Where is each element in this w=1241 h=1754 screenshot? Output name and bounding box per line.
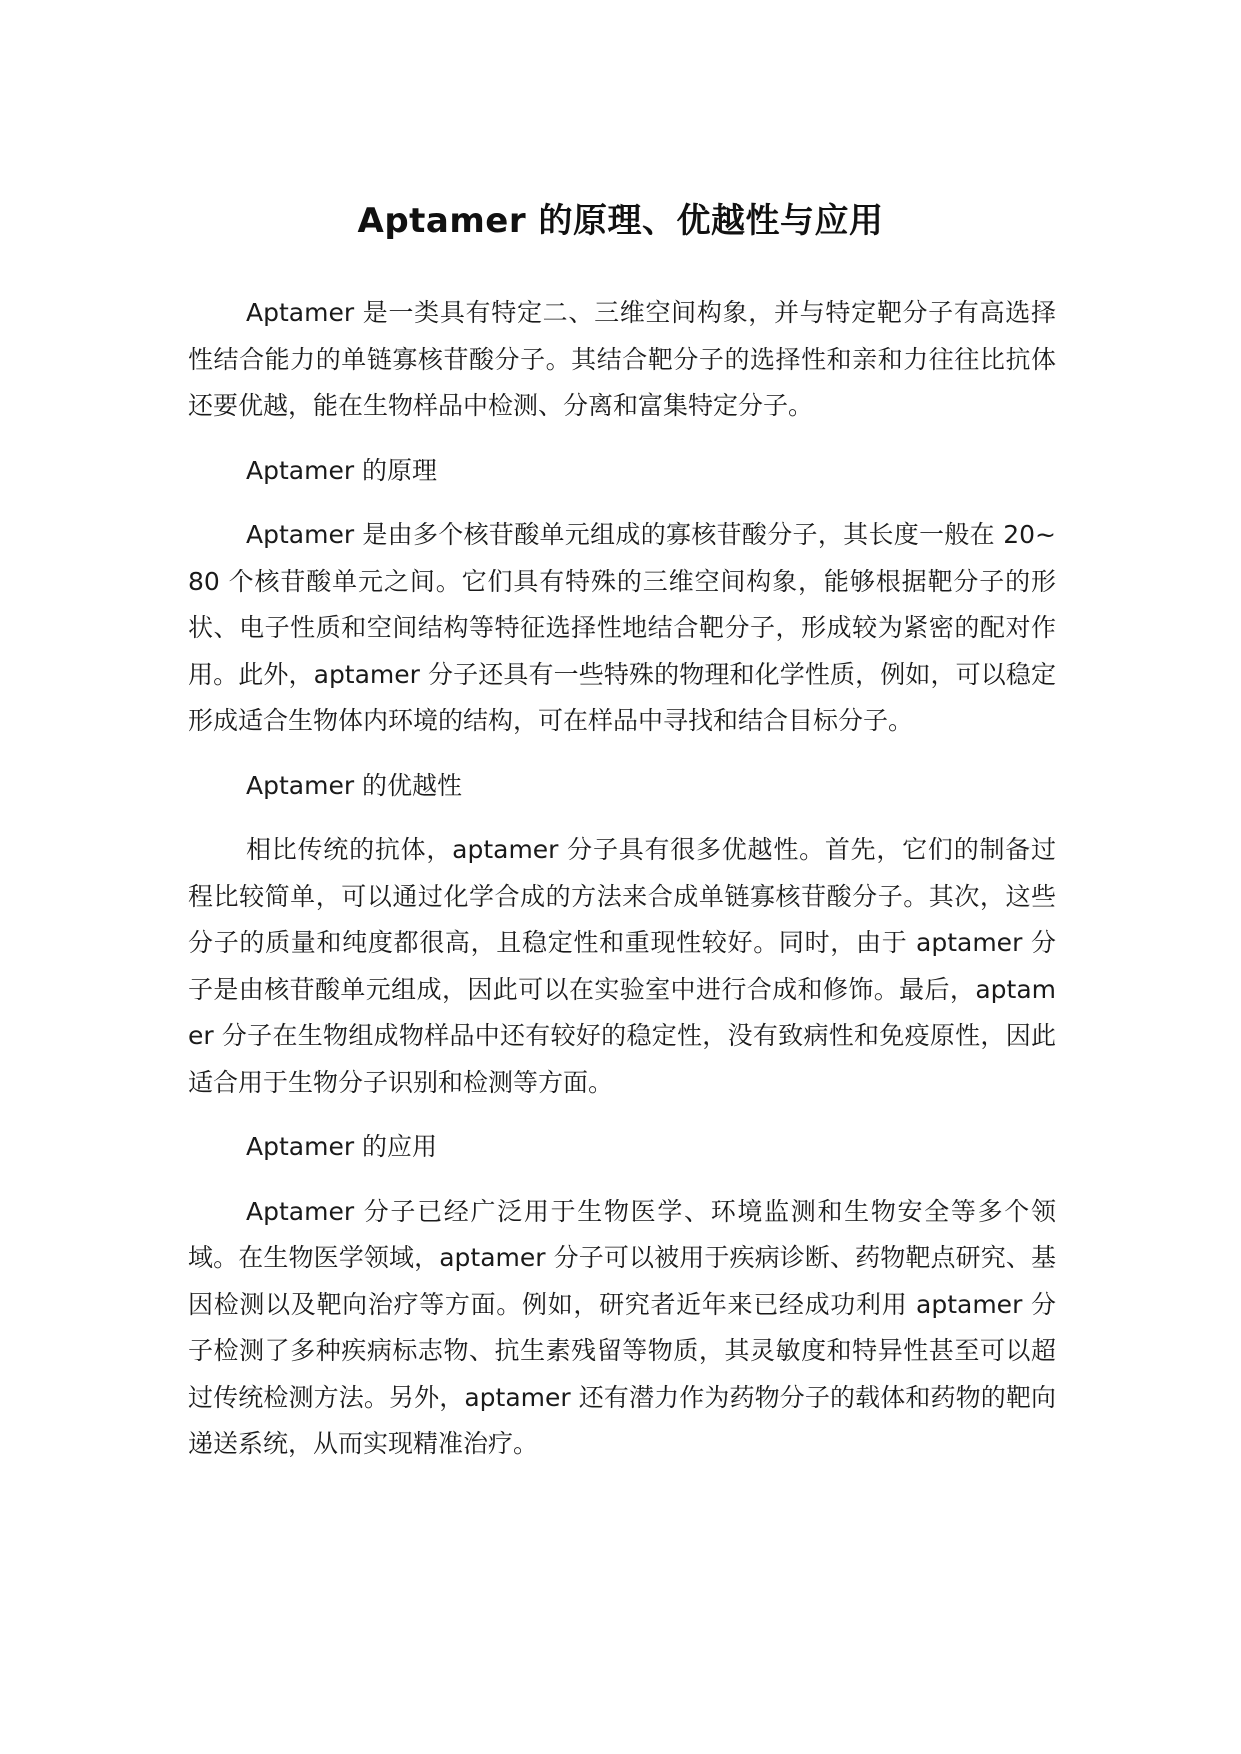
section-body-principle: Aptamer 是由多个核苷酸单元组成的寡核苷酸分子，其长度一般在 20~80 个核苷酸单元之间。它们具有特殊的三维空间构象，能够根据靶分子的形状、电子性质和空间结构等特征选择性地结合靶分子，形成较为紧密的配对作用。此外，aptamer 分子还具有一些特殊的物理和化学性质，例如，可以稳定形成适合生物体内环境的结构，可在样品中寻找和结合目标分子。 [188, 520, 1056, 735]
page-title: Aptamer 的原理、优越性与应用 [357, 200, 884, 241]
section-heading-applications: Aptamer 的应用 [246, 1132, 438, 1161]
section-body-applications: Aptamer 分子已经广泛用于生物医学、环境监测和生物安全等多个领域。在生物医学领域，aptamer 分子可以被用于疾病诊断、药物靶点研究、基因检测以及靶向治疗等方面。例如，研究者近年来已经成功利用 aptamer 分子检测了多种疾病标志物、抗生素残留等物质，其灵敏度和特异性甚至可以超过传统检测方法。另外，aptamer 还有潜力作为药物分子的载体和药物的靶向递送系统，从而实现精准治疗。 [188, 1196, 1056, 1458]
section-heading-principle: Aptamer 的原理 [246, 455, 438, 485]
intro-paragraph: Aptamer 是一类具有特定二、三维空间构象，并与特定靶分子有高选择性结合能力的单链寡核苷酸分子。其结合靶分子的选择性和亲和力往往比抗体还要优越，能在生物样品中检测、分离和富集特定分子。 [188, 298, 1056, 420]
document-body [188, 290, 1056, 1486]
section-body-advantages: 相比传统的抗体，aptamer 分子具有很多优越性。首先，它们的制备过程比较简单，可以通过化学合成的方法来合成单链寡核苷酸分子。其次，这些分子的质量和纯度都很高，且稳定性和重现性较好。同时，由于 aptamer 分子是由核苷酸单元组成，因此可以在实验室中进行合成和修饰。最后，aptamer 分子在生物组成物样品中还有较好的稳定性，没有致病性和免疫原性，因此适合用于生物分子识别和检测等方面。 [188, 835, 1056, 1097]
section-heading-advantages: Aptamer 的优越性 [246, 770, 463, 800]
